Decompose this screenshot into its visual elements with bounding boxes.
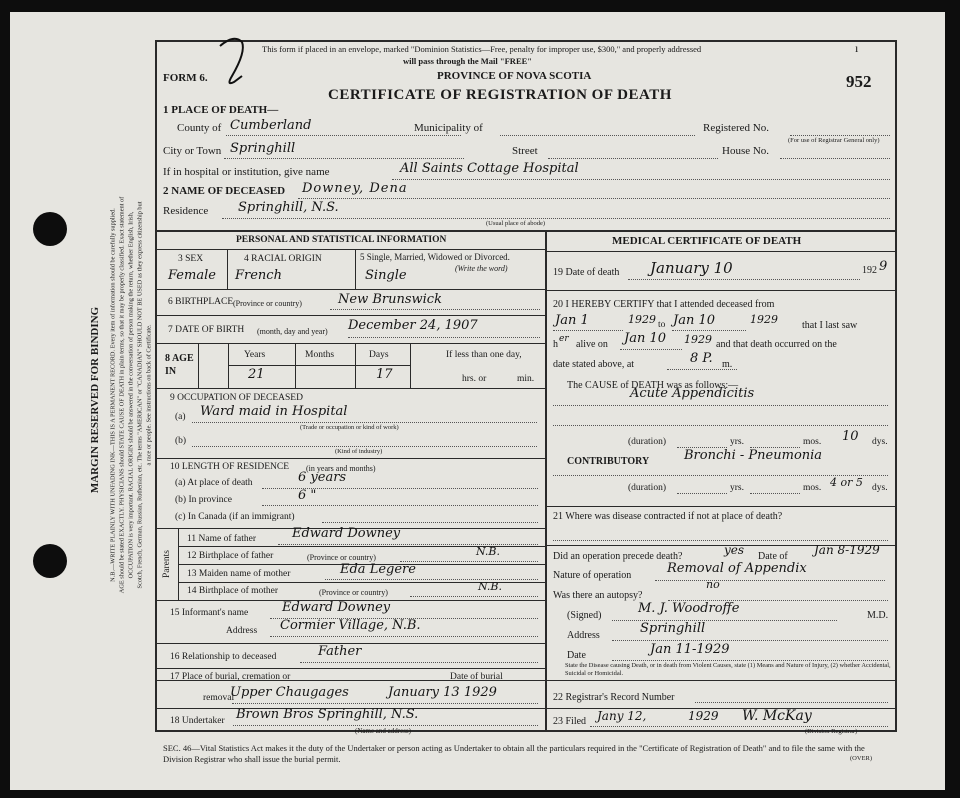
city-value: Springhill	[230, 141, 296, 156]
her-label: h	[553, 339, 558, 350]
envelope-note: This form if placed in an envelope, marked "Dominion Statistics—Free, penalty for improper use, $300," and properly addressed	[262, 44, 702, 54]
hospital-value: All Saints Cottage Hospital	[400, 161, 579, 176]
punch-hole	[33, 212, 67, 246]
date-stated-label: date stated above, at	[553, 359, 635, 370]
mos-label-2: mos.	[803, 483, 822, 493]
sex-value: Female	[168, 268, 216, 283]
occupation-a: (a)	[175, 412, 186, 422]
alive-on-value: Jan 10	[624, 331, 667, 346]
autopsy-value: no	[706, 578, 720, 591]
relationship-value: Father	[318, 644, 362, 659]
father-label: 11 Name of father	[187, 534, 257, 544]
registered-note: (For use of Registrar General only)	[788, 137, 880, 144]
sex-label: 3 SEX	[178, 254, 204, 264]
dys-label-2: dys.	[872, 483, 888, 493]
age-label: 8 AGE IN	[165, 353, 194, 377]
personal-heading: PERSONAL AND STATISTICAL INFORMATION	[236, 235, 447, 245]
informant-value: Edward Downey	[282, 600, 391, 615]
county-value: Cumberland	[230, 118, 312, 133]
mother-birthplace-note: (Province or country)	[319, 588, 388, 597]
residence-label: Residence	[163, 205, 209, 217]
residence-length-note: (in years and months)	[306, 464, 376, 473]
municipality-label: Municipality of	[414, 122, 483, 134]
signed-date: Jan 11-1929	[650, 642, 730, 657]
margin-instructions-5: a race or people. See instructions on back of Certificate.	[145, 324, 153, 466]
footer-over: (OVER)	[850, 755, 873, 762]
father-birthplace-note: (Province or country)	[307, 553, 376, 562]
relationship-label: 16 Relationship to deceased	[170, 652, 277, 662]
registered-label: Registered No.	[703, 122, 769, 134]
age-days: 17	[376, 367, 393, 382]
margin-instructions-1: N.B.—WRITE PLAINLY WITH UNFADING INK—THIS IS A PERMANENT RECORD. Every item of information should be carefully supplied.	[109, 208, 117, 582]
alive-on-label: alive on	[576, 339, 608, 350]
in-province-value: 6 "	[298, 488, 317, 503]
in-canada-label: (c) In Canada (if an immigrant)	[175, 512, 295, 522]
margin-binding: MARGIN RESERVED FOR BINDING	[89, 306, 101, 494]
year-1: 1929	[628, 313, 656, 326]
occupation-b: (b)	[175, 436, 187, 446]
attended-to: Jan 10	[673, 313, 716, 328]
province: PROVINCE OF NOVA SCOTIA	[437, 70, 592, 82]
margin-instructions-4: Scotch, French, German, Russian, Ruthenian, etc. The terms "AMERICAN" or "CANADIAN" SHOULD NOT BE USED as they express citizenship but	[136, 201, 144, 589]
age-years: 21	[248, 367, 265, 382]
lessday-label: If less than one day,	[446, 350, 522, 360]
punch-hole	[33, 544, 67, 578]
cause-duration-dys: 10	[842, 429, 859, 444]
marital-label: 5 Single, Married, Widowed or Divorced.	[360, 252, 510, 262]
burial-date-value: January 13 1929	[388, 685, 497, 700]
residence-length-label: 10 LENGTH OF RESIDENCE	[170, 462, 290, 472]
mother-label: 13 Maiden name of mother	[187, 569, 291, 579]
burial-place-value: Upper Chaugages	[230, 685, 349, 700]
min-label: min.	[517, 374, 535, 384]
page-title: CERTIFICATE OF REGISTRATION OF DEATH	[328, 87, 672, 103]
racial-label: 4 RACIAL ORIGIN	[244, 254, 322, 264]
margin-instructions-3: OCCUPATION is very important. RACIAL ORIGIN should be answered in the conversation of person making the return, whether English, Irish,	[127, 211, 135, 579]
year-digit: 9	[879, 259, 888, 274]
mother-birthplace-value: N.B.	[478, 580, 502, 593]
birthplace-note: (Province or country)	[233, 299, 302, 308]
marital-note: (Write the word)	[455, 264, 508, 273]
registrar-signature: W. McKay	[742, 708, 812, 724]
occupation-value: Ward maid in Hospital	[200, 404, 348, 419]
residence-note: (Usual place of abode)	[486, 220, 546, 227]
occupation-note: (Trade or occupation or kind of work)	[300, 424, 399, 431]
date-of-death-label: 19 Date of death	[553, 267, 620, 278]
duration-label-2: (duration)	[628, 483, 666, 493]
yrs-label-2: yrs.	[730, 483, 744, 493]
removal-label: removal	[203, 693, 235, 703]
time-value: 8 P.	[690, 351, 713, 366]
margin-instructions-2: AGE should be stated EXACTLY. PHYSICIANS should STATE CAUSE OF DEATH in plain terms, so that it may be properly classified. Exact statement of	[118, 196, 126, 594]
undertaker-note: (Name and address)	[355, 727, 411, 735]
operation-value: yes	[724, 543, 745, 557]
informant-address-label: Address	[226, 626, 258, 636]
footer-text: SEC. 46—Vital Statistics Act makes it the duty of the Undertaker or person acting as Undertaker to obtain all the particulars required in the "Certificate of Registration of Death" and to file the same with the Division Registrar who shall issue the burial permit.	[163, 743, 865, 764]
father-birthplace-value: N.B.	[476, 545, 500, 558]
cause-label: The CAUSE of DEATH was as follows:—	[567, 380, 739, 391]
informant-label: 15 Informant's name	[170, 608, 249, 618]
industry-note: (Kind of industry)	[335, 448, 383, 455]
m-label: m.	[722, 359, 733, 370]
operation-label: Did an operation precede death?	[553, 551, 683, 562]
medical-heading: MEDICAL CERTIFICATE OF DEATH	[612, 235, 802, 247]
informant-address-value: Cormier Village, N.B.	[280, 618, 421, 633]
signed-date-label: Date	[567, 650, 586, 661]
contributory-label: CONTRIBUTORY	[567, 456, 650, 467]
undertaker-value: Brown Bros Springhill, N.S.	[236, 707, 419, 722]
md-label: M.D.	[867, 610, 889, 621]
attended-from: Jan 1	[555, 313, 589, 328]
mos-label-1: mos.	[803, 437, 822, 447]
duration-label-1: (duration)	[628, 437, 666, 447]
date-of-death-value: January 10	[650, 259, 733, 277]
name-label: 2 NAME OF DECEASED	[163, 185, 286, 197]
her-written: er	[559, 334, 569, 344]
occupation-label: 9 OCCUPATION OF DECEASED	[170, 393, 303, 403]
physician-address-label: Address	[567, 630, 600, 641]
signed-label: (Signed)	[567, 610, 602, 621]
dob-note: (month, day and year)	[257, 327, 328, 336]
handwritten-mark	[212, 32, 252, 90]
father-value: Edward Downey	[292, 526, 401, 541]
filed-label: 23 Filed	[553, 716, 587, 727]
in-province-label: (b) In province	[175, 495, 232, 505]
street-label: Street	[512, 145, 538, 157]
at-place-value: 6 years	[298, 470, 347, 485]
corner-mark: ı	[855, 41, 859, 55]
mother-birthplace-label: 14 Birthplace of mother	[187, 586, 279, 596]
at-place-label: (a) At place of death	[175, 478, 253, 488]
marital-value: Single	[365, 268, 407, 283]
city-label: City or Town	[163, 145, 222, 157]
form-number: FORM 6.	[163, 72, 208, 84]
op-nature-value: Removal of Appendix	[667, 561, 807, 576]
year-2: 1929	[750, 313, 778, 326]
year-3: 1929	[684, 333, 712, 346]
certify-label: 20 I HEREBY CERTIFY that I attended deceased from	[553, 299, 775, 310]
birthplace-label: 6 BIRTHPLACE	[168, 297, 234, 307]
violent-note: State the Disease causing Death, or in death from Violent Causes, state (1) Means and Nature of Injury, (2) whether Accidental, Suicidal or Homicidal.	[565, 662, 891, 677]
autopsy-label: Was there an autopsy?	[553, 590, 643, 601]
op-nature-label: Nature of operation	[553, 570, 632, 581]
physician-signature: M. J. Woodroffe	[638, 601, 740, 616]
stamp-number: 952	[846, 72, 872, 91]
burial-place-label: 17 Place of burial, cremation or	[170, 672, 291, 682]
house-label: House No.	[722, 145, 770, 157]
parents-label: Parents	[162, 550, 172, 578]
months-label: Months	[305, 350, 335, 360]
op-date-label: Date of	[758, 551, 788, 562]
op-date-value: Jan 8-1929	[814, 543, 880, 557]
physician-address: Springhill	[640, 621, 706, 636]
father-birthplace-label: 12 Birthplace of father	[187, 551, 274, 561]
year-printed: 192	[862, 265, 877, 276]
dob-label: 7 DATE OF BIRTH	[168, 325, 245, 335]
undertaker-label: 18 Undertaker	[170, 716, 225, 726]
deceased-name: Downey, Dena	[302, 181, 408, 196]
q21-label: 21 Where was disease contracted if not at place of death?	[553, 511, 783, 522]
years-label: Years	[244, 350, 266, 360]
record-number-label: 22 Registrar's Record Number	[553, 692, 675, 703]
days-label: Days	[369, 350, 389, 360]
contributory-value: Bronchi - Pneumonia	[684, 448, 823, 463]
cause-value: Acute Appendicitis	[630, 386, 755, 401]
racial-value: French	[235, 268, 282, 283]
mother-value: Eda Legere	[340, 562, 416, 577]
envelope-note-2: will pass through the Mail "FREE"	[403, 56, 533, 66]
death-occurred-label: and that death occurred on the	[716, 339, 837, 350]
dys-label-1: dys.	[872, 437, 888, 447]
hrs-label: hrs. or	[462, 374, 487, 384]
burial-date-label: Date of burial	[450, 672, 503, 682]
county-label: County of	[177, 122, 222, 134]
to-label: to	[658, 320, 666, 330]
yrs-label-1: yrs.	[730, 437, 744, 447]
filed-value: Jany 12,	[597, 709, 647, 723]
dob-value: December 24, 1907	[348, 318, 478, 333]
filed-year: 1929	[688, 709, 719, 723]
hospital-label: If in hospital or institution, give name	[163, 166, 330, 178]
contributory-dys: 4 or 5	[830, 476, 863, 489]
registrar-note: (Division Registrar)	[805, 728, 858, 735]
birthplace-value: New Brunswick	[338, 292, 442, 307]
last-saw-label: that I last saw	[802, 320, 858, 331]
residence-value: Springhill, N.S.	[238, 200, 339, 215]
place-heading: 1 PLACE OF DEATH—	[163, 104, 279, 116]
